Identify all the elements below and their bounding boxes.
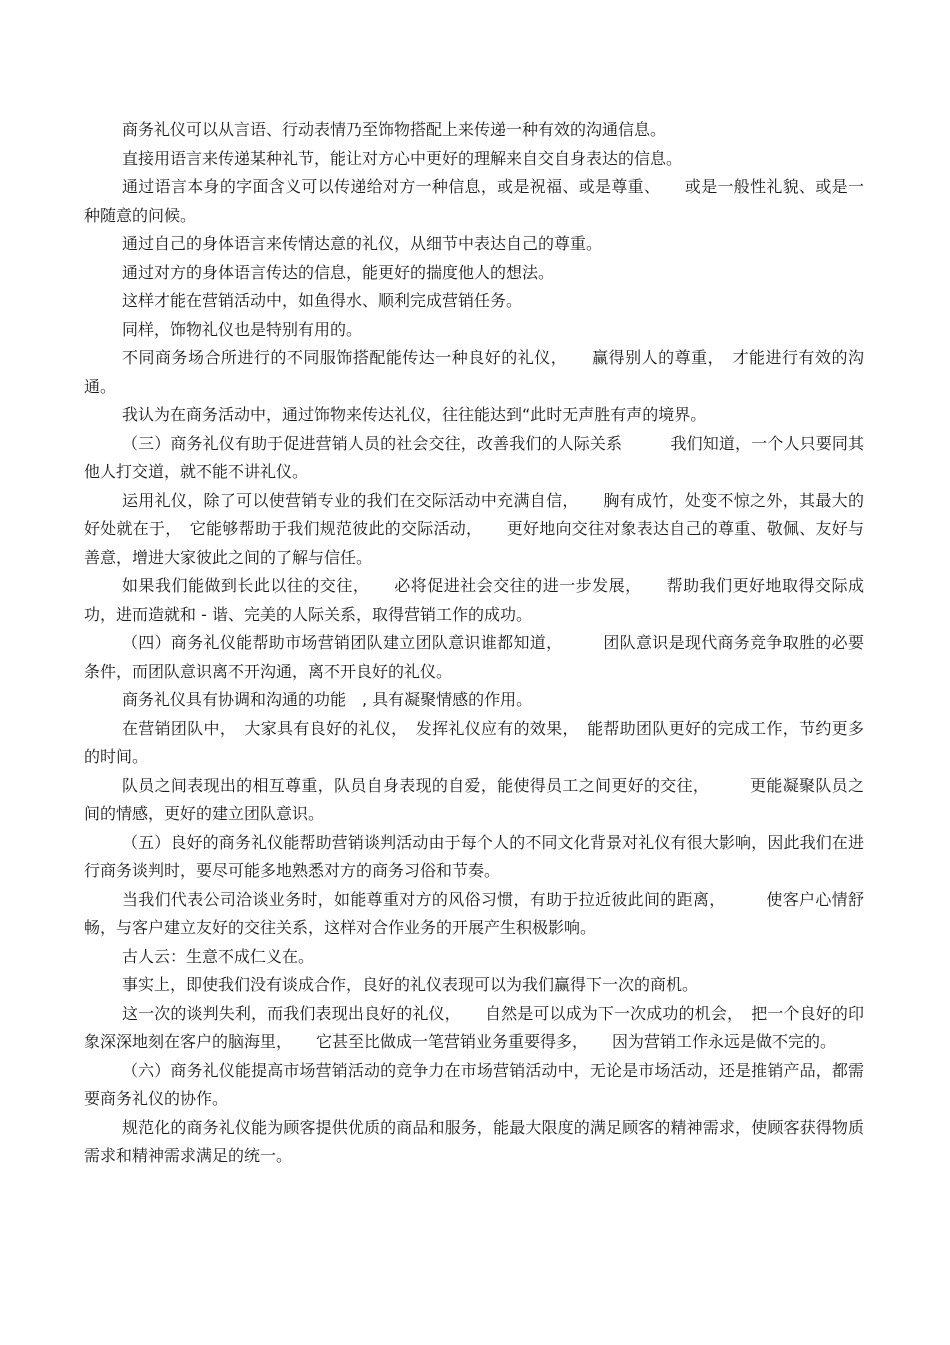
paragraph: 商务礼仪可以从言语、行动表情乃至饰物搭配上来传递一种有效的沟通信息。 [122, 120, 667, 139]
paragraph: 事实上，即使我们没有谈成合作，良好的礼仪表现可以为我们赢得下一次的商机。 [122, 975, 699, 994]
paragraph: 通过对方的身体语言传达的信息，能更好的揣度他人的想法。 [122, 262, 555, 282]
section-heading-paragraph: （五）良好的商务礼仪能帮助营销谈判活动由于每个人的不同文化背景对礼仪有很大影响，因此我们在进行商务谈判时，要尽可能多地熟悉对方的商务习俗和节奏。 [84, 832, 864, 880]
paragraph: 商务礼仪具有协调和沟通的功能 , 具有凝聚情感的作用。 [122, 690, 533, 709]
paragraph: 直接用语言来传递某种礼节，能让对方心中更好的理解来自交自身表达的信息。 [122, 148, 683, 168]
paragraph: 在营销团队中， 大家具有良好的礼仪， 发挥礼仪应有的效果， 能帮助团队更好的完成工作，节约更多的时间。 [84, 718, 864, 766]
paragraph: 古人云：生意不成仁义在。 [122, 946, 315, 966]
paragraph: 同样，饰物礼仪也是特别有用的。 [122, 319, 363, 339]
section-heading-paragraph: （六）商务礼仪能提高市场营销活动的竞争力在市场营销活动中，无论是市场活动，还是推销产品，都需要商务礼仪的协作。 [84, 1060, 864, 1108]
paragraph: 如果我们能做到长此以往的交往， 必将促进社会交往的进一步发展， 帮助我们更好地取得交际成功，进而造就和 - 谐、完美的人际关系，取得营销工作的成功。 [84, 576, 864, 624]
paragraph: 我认为在商务活动中，通过饰物来传达礼仪，往往能达到“此时无声胜有声的境界。 [122, 405, 707, 424]
section-heading-paragraph: （三）商务礼仪有助于促进营销人员的社会交往，改善我们的人际关系 我们知道，一个人只要同其他人打交道，就不能不讲礼仪。 [84, 433, 864, 481]
paragraph: 当我们代表公司洽谈业务时，如能尊重对方的风俗习惯，有助于拉近彼此间的距离， 使客户心情舒畅，与客户建立友好的交往关系，这样对合作业务的开展产生积极影响。 [84, 889, 864, 937]
section-heading-paragraph: （四）商务礼仪能帮助市场营销团队建立团队意识谁都知道， 团队意识是现代商务竞争取胜的必要条件，而团队意识离不开沟通，离不开良好的礼仪。 [84, 633, 864, 681]
paragraph: 这一次的谈判失利，而我们表现出良好的礼仪， 自然是可以成为下一次成功的机会， 把一个良好的印象深深地刻在客户的脑海里， 它甚至比做成一笔营销业务重要得多， 因为营销工作永远是做不完的。 [84, 1003, 864, 1051]
paragraph: 不同商务场合所进行的不同服饰搭配能传达一种良好的礼仪， 赢得别人的尊重， 才能进行有效的沟通。 [84, 348, 864, 396]
paragraph: 通过语言本身的字面含义可以传递给对方一种信息，或是祝福、或是尊重、 或是一般性礼貌、或是一种随意的问候。 [84, 177, 864, 225]
paragraph: 这样才能在营销活动中，如鱼得水、顺利完成营销任务。 [122, 291, 523, 310]
paragraph: 队员之间表现出的相互尊重，队员自身表现的自爱，能使得员工之间更好的交往， 更能凝聚队员之间的情感，更好的建立团队意识。 [84, 775, 864, 823]
paragraph: 通过自己的身体语言来传情达意的礼仪，从细节中表达自己的尊重。 [122, 234, 603, 253]
paragraph: 规范化的商务礼仪能为顾客提供优质的商品和服务，能最大限度的满足顾客的精神需求，使顾客获得物质需求和精神需求满足的统一。 [84, 1117, 864, 1165]
document-body [84, 116, 864, 1171]
paragraph: 运用礼仪，除了可以使营销专业的我们在交际活动中充满自信， 胸有成竹，处变不惊之外，其最大的好处就在于， 它能够帮助于我们规范彼此的交际活动， 更好地向交往对象表达自己的尊重、敬佩、友好与善意，增进大家彼此之间的了解与信任。 [84, 490, 864, 567]
